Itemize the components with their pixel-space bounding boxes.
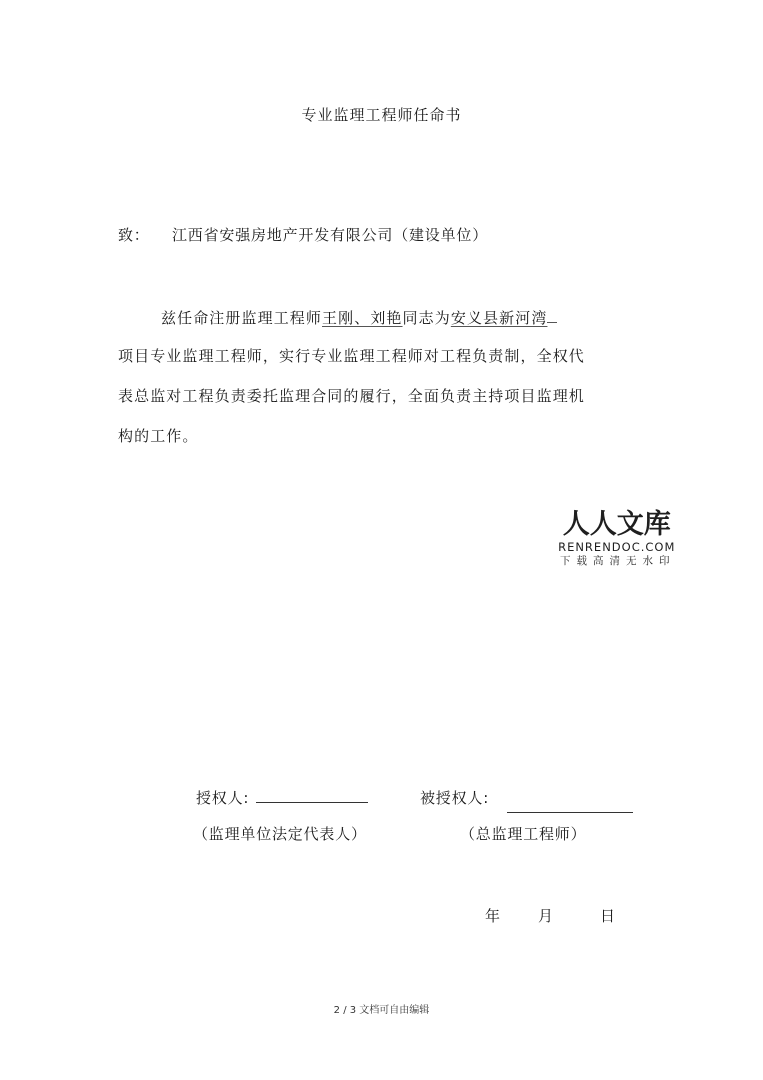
watermark-logo bbox=[558, 510, 676, 568]
document-title: 专业监理工程师任命书 bbox=[301, 106, 462, 124]
watermark-brand-cn: 人人文库 bbox=[562, 509, 671, 540]
date-month: 月 bbox=[538, 907, 554, 925]
date-year: 年 bbox=[485, 907, 501, 925]
addressee-name: 江西省安强房地产开发有限公司（建设单位） bbox=[172, 226, 489, 244]
watermark-tagline: 下载高清无水印 bbox=[560, 555, 676, 567]
authorized-label: 被授权人: bbox=[420, 789, 490, 807]
project-name: 安义县新河湾 bbox=[450, 309, 548, 327]
authorized-signature-line bbox=[507, 812, 633, 813]
body-paragraph-line-1 bbox=[161, 307, 557, 328]
authorized-role: （总监理工程师） bbox=[460, 825, 587, 843]
page-footer: 2 / 3 文档可自由编辑 bbox=[333, 1005, 430, 1016]
body-paragraph-line-3: 表总监对工程负责委托监理合同的履行，全面负责主持项目监理机 bbox=[118, 387, 585, 405]
body-paragraph-line-4: 构的工作。 bbox=[118, 427, 199, 445]
authorizer-signature-line bbox=[256, 802, 368, 803]
date-day: 日 bbox=[600, 907, 616, 925]
authorizer-label: 授权人: bbox=[196, 789, 250, 807]
authorizer-role: （监理单位法定代表人） bbox=[193, 825, 367, 843]
body-paragraph-line-2: 项目专业监理工程师，实行专业监理工程师对工程负责制，全权代 bbox=[118, 347, 585, 365]
body-prefix: 兹任命注册监理工程师 bbox=[161, 309, 323, 327]
engineer-names: 王刚、刘艳 bbox=[322, 309, 403, 327]
watermark-brand-en: RENRENDOC.COM bbox=[558, 540, 676, 554]
addressee-line bbox=[118, 224, 488, 245]
underline-padding bbox=[547, 310, 557, 323]
body-middle: 同志为 bbox=[402, 309, 451, 327]
addressee-label: 致： bbox=[118, 226, 150, 244]
